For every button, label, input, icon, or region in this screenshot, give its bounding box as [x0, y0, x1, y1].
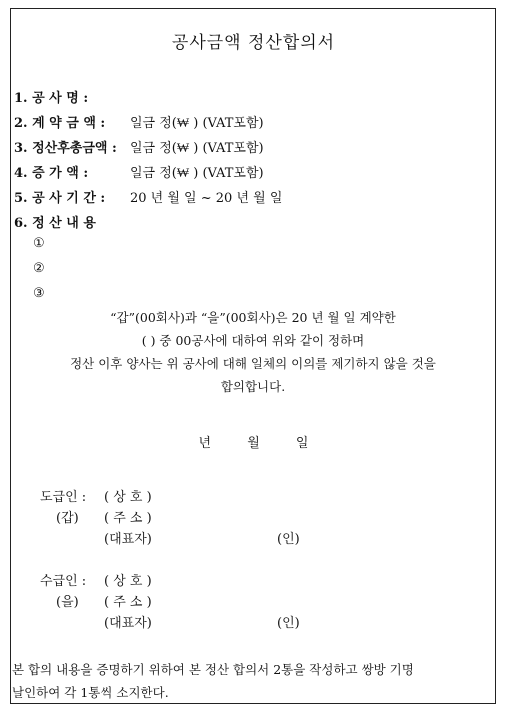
- item-label: 2. 계 약 금 액 :: [14, 116, 106, 131]
- party-address-label: ( 주 소 ): [104, 511, 152, 526]
- party-name-label: ( 상 호 ): [104, 490, 152, 505]
- party-address-label: ( 주 소 ): [104, 595, 152, 610]
- item-value: 일금 정(₩ ) (VAT포함): [130, 166, 264, 181]
- footer-line: 날인하여 각 1통씩 소지한다.: [12, 685, 169, 700]
- item-label: 3. 정산후총금액 :: [14, 141, 117, 156]
- item-value: 일금 정(₩ ) (VAT포함): [130, 141, 264, 156]
- seal-mark: (인): [277, 532, 300, 547]
- party-name-label: ( 상 호 ): [104, 574, 152, 589]
- item-project-name: [14, 87, 88, 106]
- paragraph-line: 정산 이후 양사는 위 공사에 대해 일체의 이의를 제기하지 않을 것을: [70, 356, 436, 371]
- item-value: 일금 정(₩ ) (VAT포함): [130, 116, 264, 131]
- item-label: 6. 정 산 내 용: [14, 216, 96, 231]
- party-role: 도급인 :: [40, 490, 87, 505]
- party-representative-label: (대표자): [104, 616, 152, 631]
- seal-mark: (인): [277, 616, 300, 631]
- party-paren: (갑): [56, 511, 79, 526]
- paragraph-line: 합의합니다.: [220, 379, 286, 394]
- footer-line: 본 합의 내용을 증명하기 위하여 본 정산 합의서 2통을 작성하고 쌍방 기명: [12, 662, 414, 677]
- party-paren: (을): [56, 595, 79, 610]
- paragraph-line: ( ) 중 00공사에 대하여 위와 같이 정하며: [141, 333, 365, 348]
- item-contract-amount: [14, 112, 264, 131]
- party-role: 수급인 :: [40, 574, 87, 589]
- subitem-3: ③: [33, 286, 45, 301]
- footer-statement: [12, 658, 496, 704]
- item-value: 20 년 월 일 ~ 20 년 월 일: [130, 191, 283, 206]
- paragraph-line: “갑”(00회사)과 “을”(00회사)은 20 년 월 일 계약한: [110, 310, 396, 325]
- item-label: 5. 공 사 기 간 :: [14, 191, 106, 206]
- subitem-1: ①: [33, 236, 45, 251]
- item-settled-total: [14, 137, 264, 156]
- item-label: 1. 공 사 명 :: [14, 91, 89, 106]
- item-label: 4. 증 가 액 :: [14, 166, 89, 181]
- item-settlement-details: [14, 212, 96, 231]
- item-increase-amount: [14, 162, 264, 181]
- subitem-2: ②: [33, 261, 45, 276]
- document-title: 공사금액 정산합의서: [171, 33, 336, 53]
- item-construction-period: [14, 187, 283, 206]
- date-line: 년 월 일: [198, 436, 309, 451]
- party-representative-label: (대표자): [104, 532, 152, 547]
- agreement-paragraph: [22, 306, 484, 398]
